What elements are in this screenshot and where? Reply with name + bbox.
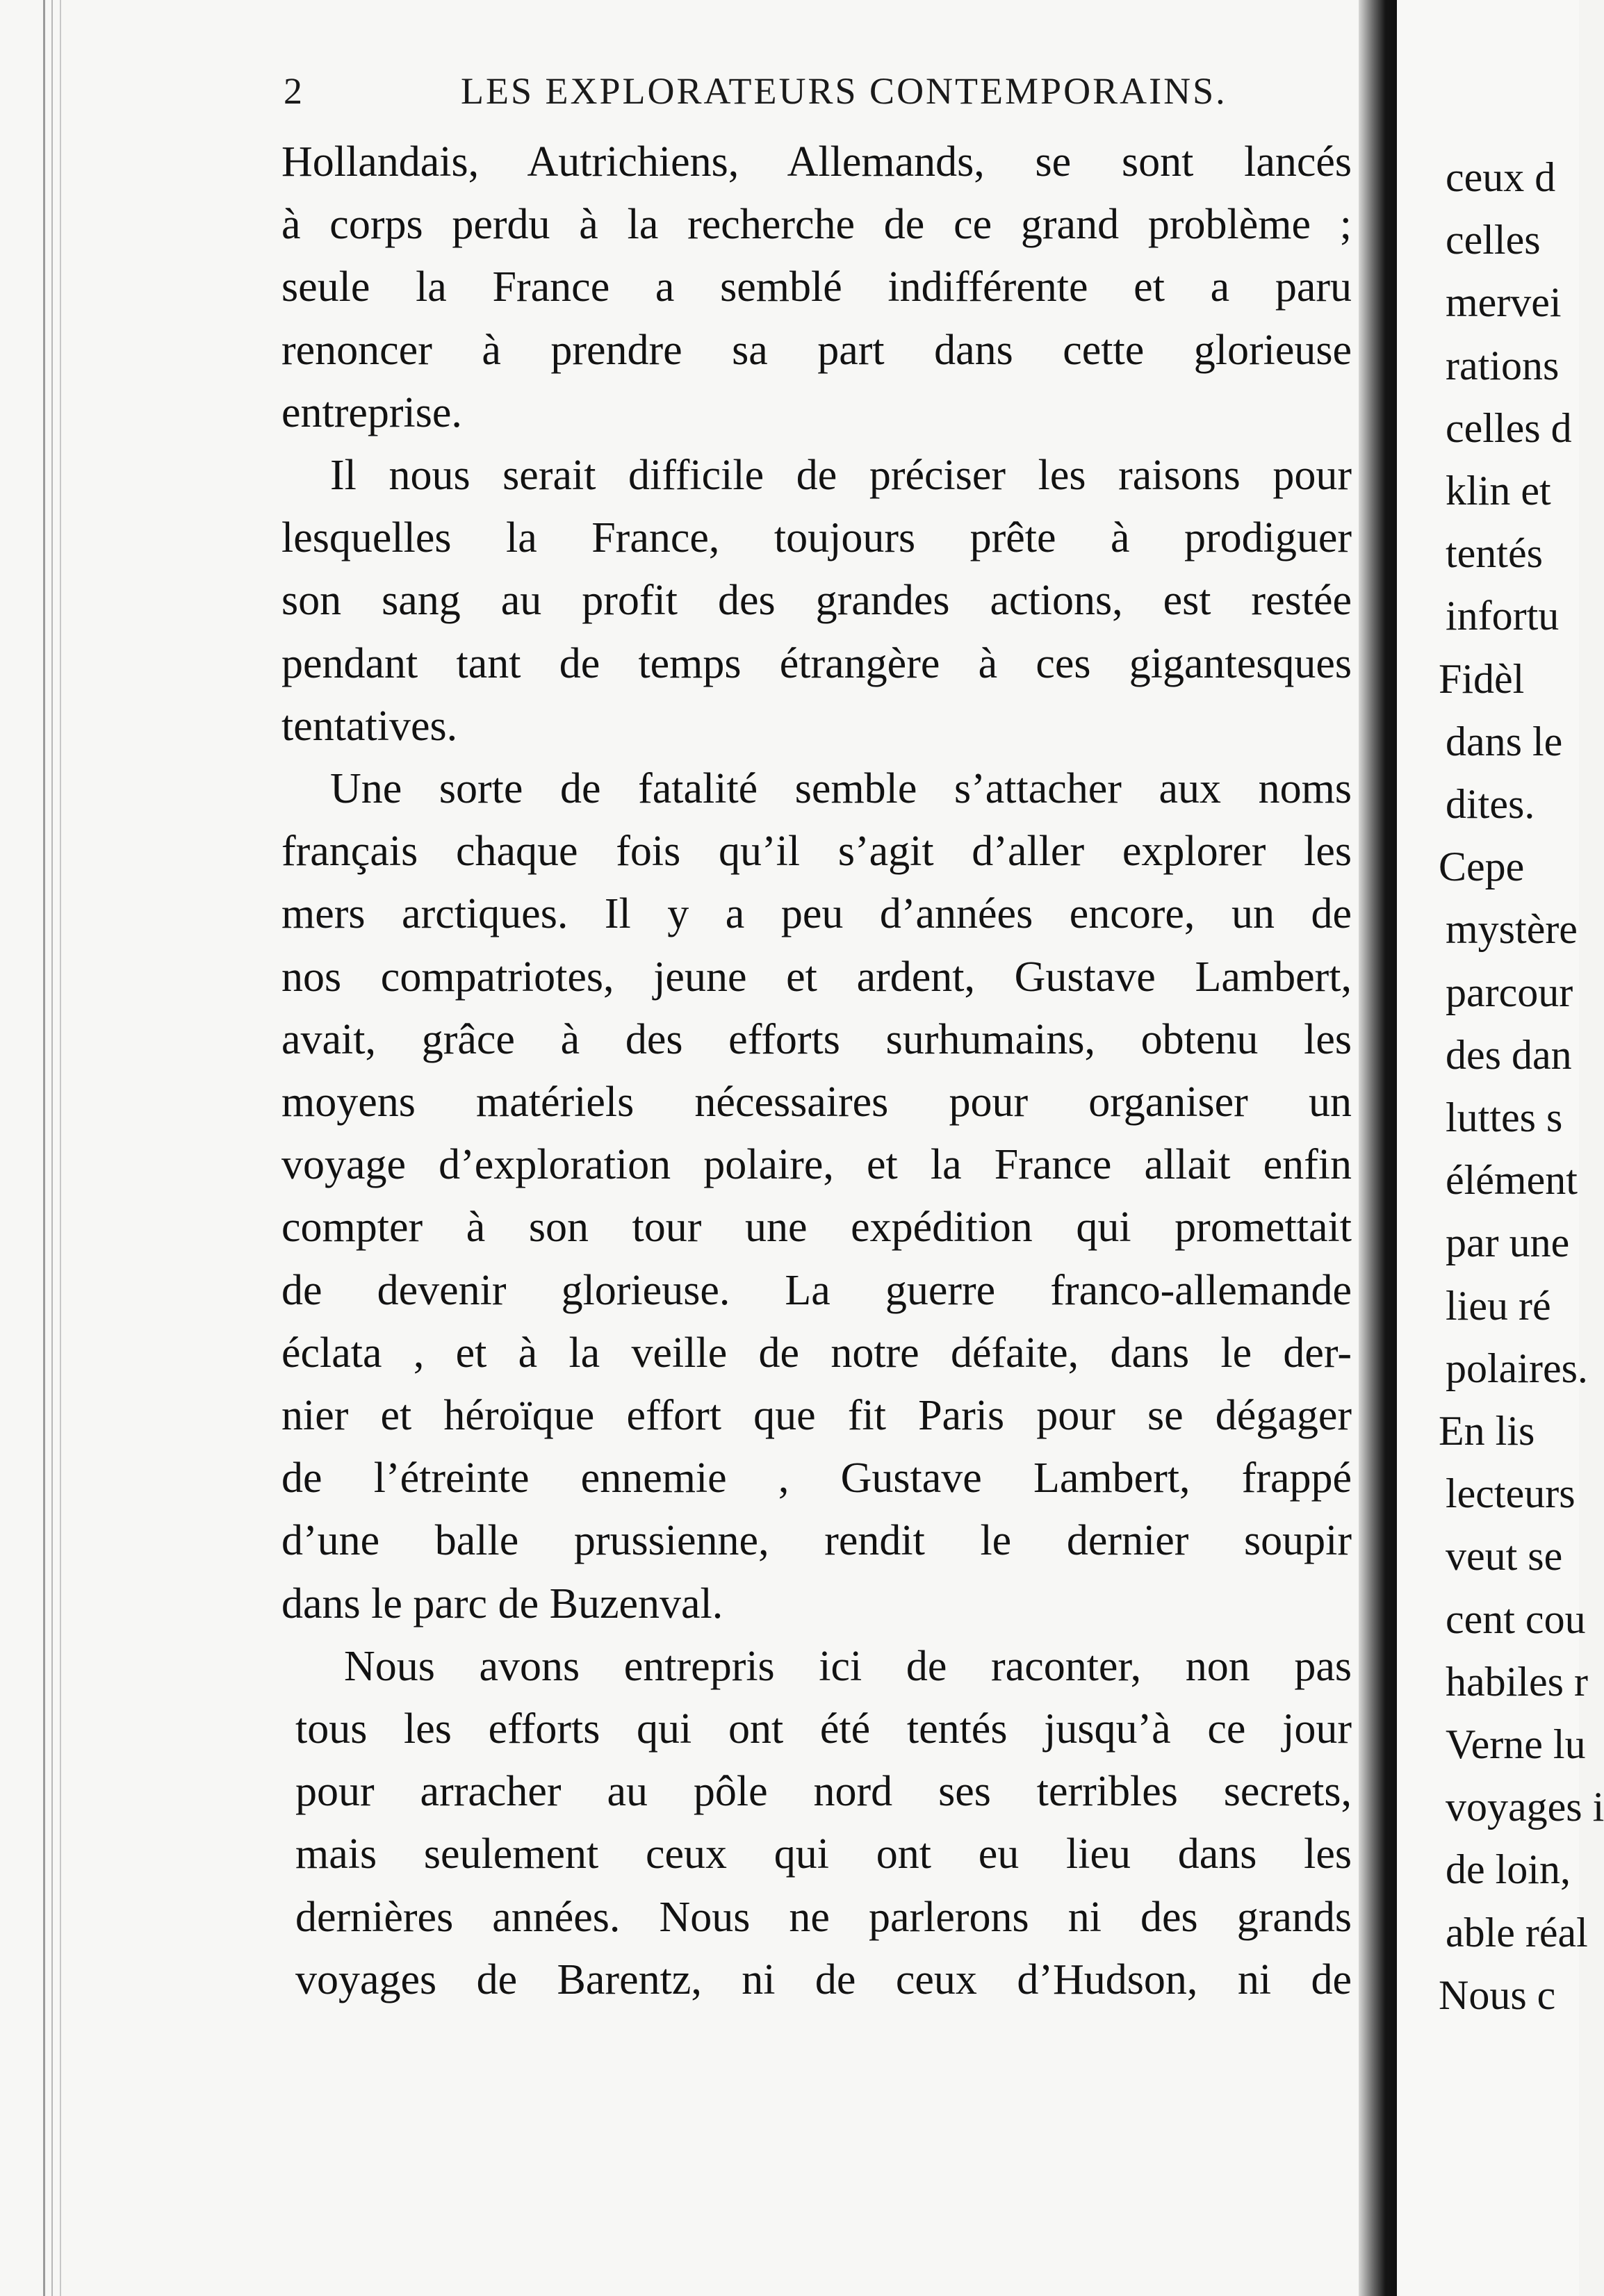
text-line: Une sorte de fatalité semble s’attacher aux noms [330,765,1352,812]
text-line: Verne lu [1446,1721,1586,1767]
text-line: lieu ré [1446,1283,1551,1329]
text-line: voyage d’exploration polaire, et la France allait enfin [281,1141,1352,1188]
text-line: seule la France a semblé indifférente et a paru [281,263,1352,311]
text-line: compter à son tour une expédition qui promettait [281,1204,1352,1251]
text-line: tentés [1446,530,1543,576]
text-line: à corps perdu à la recherche de ce grand problème ; [281,201,1352,248]
text-line: éclata , et à la veille de notre défaite, dans le der- [281,1329,1352,1377]
text-line: de devenir glorieuse. La guerre franco-allemande [281,1267,1352,1314]
text-line: de l’étreinte ennemie , Gustave Lambert, frappé [281,1454,1352,1502]
text-line: dans le parc de Buzenval. [281,1580,723,1627]
text-line: Fidèl [1439,656,1525,702]
text-line: élément [1446,1157,1578,1203]
text-line: de loin, [1446,1846,1571,1892]
text-line: polaires. [1446,1345,1588,1391]
text-line: Nous avons entrepris ici de raconter, non pas [344,1643,1352,1690]
text-line: des dan [1446,1032,1572,1078]
text-line: lesquelles la France, toujours prête à prodiguer [281,514,1352,561]
running-head [284,69,1354,118]
text-line: son sang au profit des grandes actions, est restée [281,577,1352,624]
text-line: Il nous serait difficile de préciser les raisons pour [330,452,1352,499]
text-line: mystère [1446,906,1578,952]
text-line: voyages de Barentz, ni de ceux d’Hudson, ni de [295,1956,1352,2003]
text-line: klin et [1446,468,1551,514]
text-line: avait, grâce à des efforts surhumains, obtenu les [281,1016,1352,1063]
page-number: 2 [284,70,304,112]
text-line: dernières années. Nous ne parlerons ni des grands [295,1894,1352,1941]
text-line: pendant tant de temps étrangère à ces gigantesques [281,640,1352,687]
text-line: dans le [1446,719,1563,764]
text-line: mers arctiques. Il y a peu d’années encore, un de [281,890,1352,937]
text-line: tous les efforts qui ont été tentés jusqu’à ce jour [295,1705,1352,1753]
right-page-fragment [1397,0,1604,2296]
text-line: veut se [1446,1533,1563,1579]
text-line: parcour [1446,969,1573,1015]
text-line: voyages i [1446,1784,1604,1830]
page-edge-line [43,0,45,2296]
text-line: cent cou [1446,1596,1586,1642]
text-line: français chaque fois qu’il s’agit d’aller explorer les [281,828,1352,875]
text-line: tentatives. [281,703,458,750]
text-line: nier et héroïque effort que fit Paris pour se dégager [281,1392,1352,1439]
text-line: entreprise. [281,389,462,436]
text-line: d’une balle prussienne, rendit le dernier soupir [281,1517,1352,1564]
text-line: renoncer à prendre sa part dans cette glorieuse [281,327,1352,374]
text-line: Nous c [1439,1972,1556,2018]
text-line: Cepe [1439,844,1525,889]
text-line: par une [1446,1220,1570,1265]
text-line: able réal [1446,1910,1588,1955]
text-line: celles d [1446,405,1572,451]
text-line: ceux d [1446,154,1556,200]
text-line: celles [1446,217,1541,263]
text-line: pour arracher au pôle nord ses terribles secrets, [295,1768,1352,1815]
text-line: rations [1446,343,1560,388]
text-line: dites. [1446,781,1535,827]
text-line: mervei [1446,279,1562,325]
text-line: En lis [1439,1408,1535,1454]
text-line: mais seulement ceux qui ont eu lieu dans les [295,1830,1352,1878]
text-line: moyens matériels nécessaires pour organiser un [281,1079,1352,1126]
text-line: luttes s [1446,1094,1563,1140]
text-line: infortu [1446,593,1560,639]
text-line: lecteurs [1446,1470,1576,1516]
text-line: nos compatriotes, jeune et ardent, Gustave Lambert, [281,953,1352,1001]
page-edge-line [60,0,61,2296]
running-title: LES EXPLORATEURS CONTEMPORAINS. [461,70,1227,112]
page-edge-line [51,0,53,2296]
text-line: habiles r [1446,1659,1588,1705]
text-line: Hollandais, Autrichiens, Allemands, se sont lancés [281,138,1352,186]
